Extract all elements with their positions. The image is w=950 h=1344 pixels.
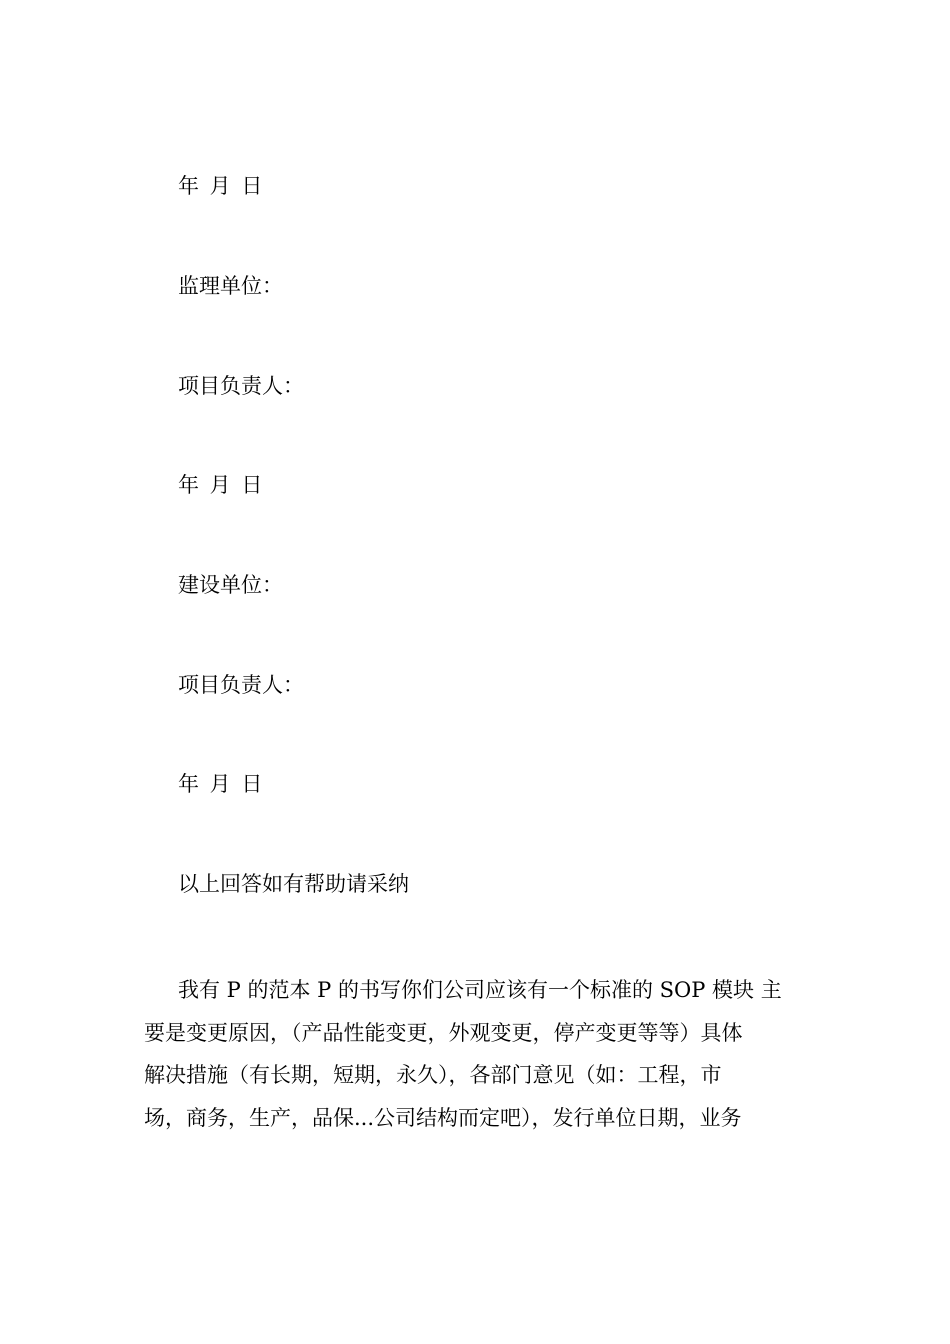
closing-note: 以上回答如有帮助请采纳 (178, 872, 409, 896)
construction-unit-label: 建设单位： (178, 573, 283, 597)
project-manager-label-1: 项目负责人： (178, 374, 304, 398)
sop-paragraph (144, 969, 809, 1139)
date-line-1: 年 月 日 (178, 174, 263, 198)
paragraph-line: 我有 P 的范本 P 的书写你们公司应该有一个标准的 SOP 模块 主 (178, 978, 782, 1002)
supervision-unit-label: 监理单位： (178, 274, 283, 298)
paragraph-line: 解决措施（有长期，短期，永久），各部门意见（如：工程，市 (144, 1063, 722, 1087)
date-line-2: 年 月 日 (178, 473, 263, 497)
paragraph-line: 要是变更原因，（产品性能变更，外观变更，停产变更等等）具体 (144, 1020, 743, 1045)
paragraph-line: 场，商务，生产，品保...公司结构而定吧），发行单位日期，业务 (144, 1105, 742, 1130)
date-line-3: 年 月 日 (178, 772, 263, 796)
project-manager-label-2: 项目负责人： (178, 673, 304, 697)
